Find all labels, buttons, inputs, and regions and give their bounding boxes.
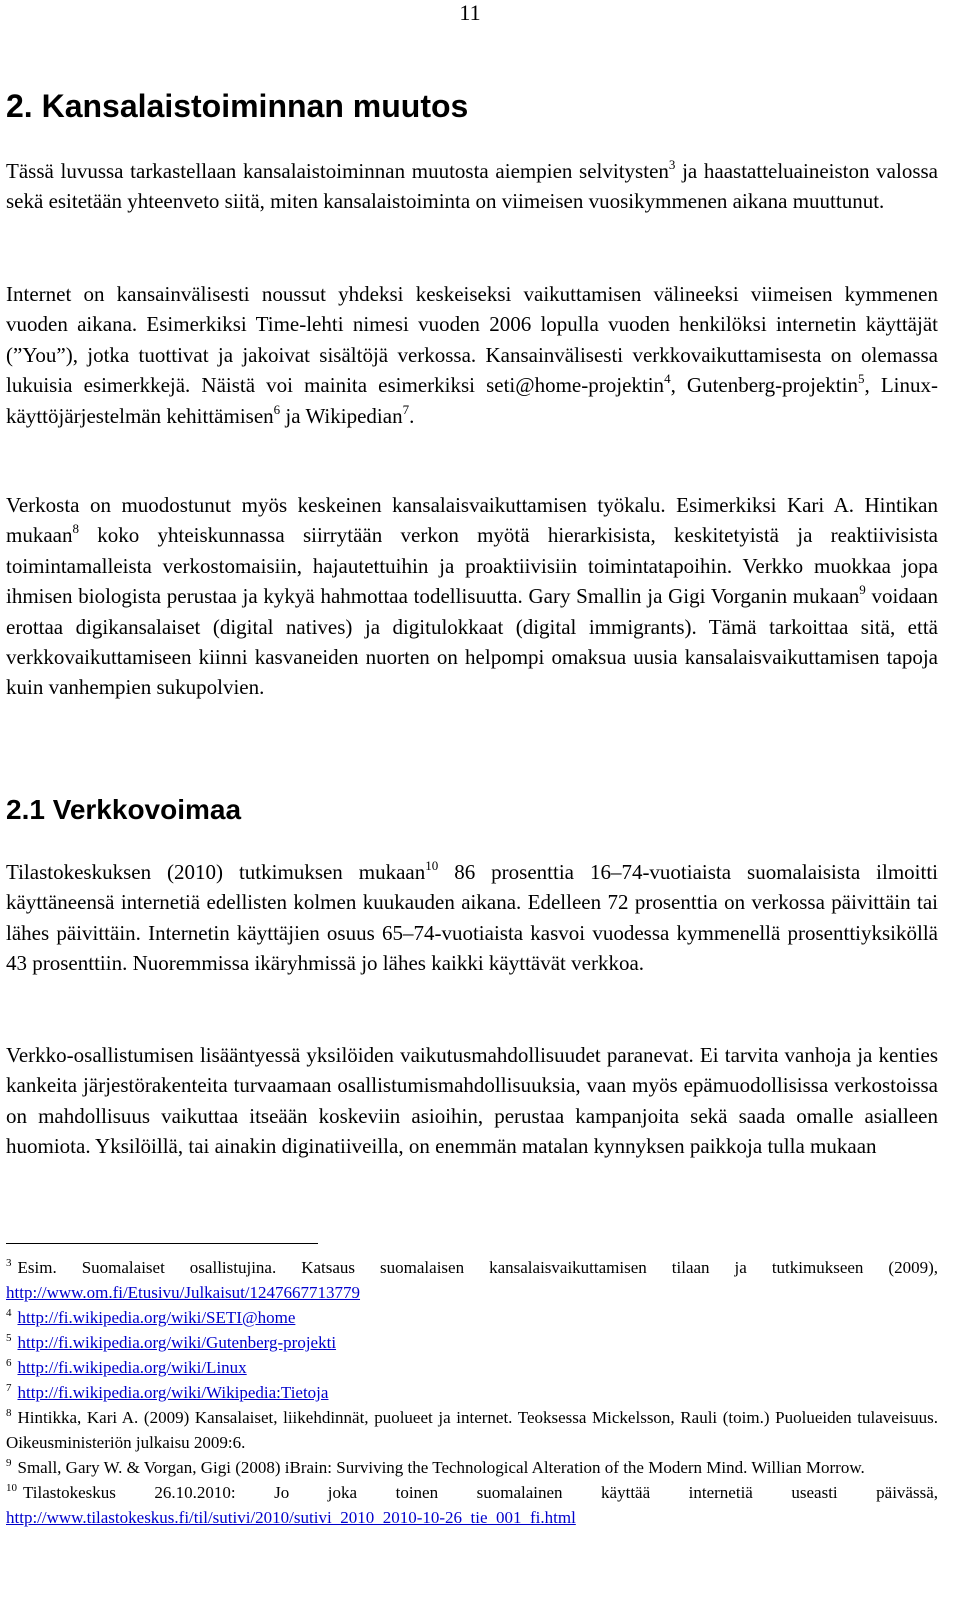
- paragraph-text: Tilastokeskuksen (2010) tutkimuksen mukaan: [6, 860, 426, 884]
- footnote-7: [6, 1380, 938, 1405]
- footnote-ref: 5: [857, 371, 865, 387]
- footnote-3: [6, 1255, 938, 1305]
- footnote-number: 8: [6, 1407, 12, 1419]
- paragraph-tool: [6, 490, 938, 703]
- footnote-link[interactable]: http://fi.wikipedia.org/wiki/Wikipedia:Tietoja: [17, 1383, 329, 1402]
- page-number: 11: [459, 0, 481, 25]
- paragraph-text: 86 prosenttia 16–74-vuotiaista suomalaisista ilmoitti käyttäneensä internetiä edellisten kolmen kuukauden aikana. Edelleen 72 prosenttia on verkossa päivittäin tai lähes päivittäin. Internetin käyttäjien osuus 65–74-vuotiaista kasvoi vuodessa kymmenellä prosenttiyksiköllä 43 prosenttiin. Nuoremmissa ikäryhmissä jo lähes kaikki käyttävät verkkoa.: [6, 860, 938, 976]
- chapter-heading: 2. Kansalaistoiminnan muutos: [6, 88, 469, 124]
- paragraph-text: , Gutenberg-projektin: [670, 373, 858, 398]
- footnote-ref: 4: [664, 371, 671, 387]
- section-heading: 2.1 Verkkovoimaa: [6, 794, 242, 825]
- footnote-number: 4: [6, 1307, 12, 1319]
- footnote-ref: 6: [273, 401, 281, 417]
- footnote-number: 10: [6, 1482, 17, 1494]
- footnote-ref: 7: [402, 401, 410, 417]
- footnote-number: 5: [6, 1332, 12, 1344]
- paragraph-text: ja haastatteluaineiston valossa sekä esitetään yhteenveto siitä, miten kansalaistoiminta on viimeisen vuosikymmenen aikana muuttunut.: [6, 159, 938, 214]
- paragraph-text: Verkosta on muodostunut myös keskeinen kansalaisvaikuttamisen työkalu. Esimerkiksi Kari A. Hintikan mukaan: [6, 493, 938, 548]
- paragraph-text: , Linux-käyttöjärjestelmän kehittämisen: [6, 373, 938, 428]
- paragraph-internet: [6, 279, 938, 431]
- footnote-ref: 10: [425, 858, 439, 873]
- footnote-8: [6, 1405, 938, 1455]
- footnote-number: 3: [6, 1257, 12, 1269]
- footnote-5: [6, 1330, 938, 1355]
- footnote-text: Tilastokeskus 26.10.2010: Jo joka toinen suomalainen käyttää internetiä useasti päivässä,: [23, 1483, 938, 1502]
- footnote-link[interactable]: http://fi.wikipedia.org/wiki/SETI@home: [17, 1308, 296, 1327]
- footnote-ref: 3: [668, 157, 676, 172]
- footnote-text: Hintikka, Kari A. (2009) Kansalaiset, liikehdinnät, puolueet ja internet. Teoksessa Mickelsson, Rauli (toim.) Puolueiden tulaveisuus. Oikeusministeriön julkaisu 2009:6.: [6, 1408, 938, 1452]
- footnote-link[interactable]: http://fi.wikipedia.org/wiki/Gutenberg-projekti: [17, 1333, 337, 1352]
- footnote-number: 7: [6, 1382, 12, 1394]
- footnote-ref: 8: [72, 521, 79, 537]
- paragraph-text: koko yhteiskunnassa siirrytään verkon myötä hierarkisista, keskitetyistä ja reaktiivisista toimintamalleista verkostomaisiin, hajautettuihin ja proaktiivisiin toimintatapoihin. Verkko muokkaa jopa ihmisen biologista perustaa ja kykyä hahmottaa todellisuutta. Gary Smallin ja Gigi Vorganin mukaan: [6, 523, 938, 609]
- footnote-4: [6, 1305, 938, 1330]
- paragraph-text: .: [409, 403, 415, 428]
- paragraph-text: Internet on kansainvälisesti noussut yhdeksi keskeiseksi vaikuttamisen välineeksi viimeisen kymmenen vuoden aikana. Esimerkiksi Time-lehti nimesi vuoden 2006 lopulla vuoden henkilöksi internetin käyttäjät (”You”), jotka tuottivat ja jakoivat sisältöjä verkossa. Kansainvälisesti verkkovaikuttamisesta on olemassa lukuisia esimerkkejä. Näistä voi mainita esimerkiksi seti@home-projektin: [6, 282, 938, 398]
- footnote-ref: 9: [859, 582, 866, 598]
- paragraph-intro: [6, 156, 938, 217]
- paragraph-participation: Verkko-osallistumisen lisääntyessä yksilöiden vaikutusmahdollisuudet paranevat. Ei tarvita vanhoja ja kenties kankeita järjestörakenteita turvaamaan osallistumismahdollisuuksia, vaan myös epämuodollisissa verkostoissa on mahdollisuus vaikuttaa itseään koskeviin asioihin, perustaa kampanjoita sekä saada omalle asialleen huomiota. Yksilöillä, tai ainakin diginatiiveilla, on enemmän matalan kynnyksen paikkoja tulla mukaan: [6, 1043, 938, 1159]
- paragraph-text: ja Wikipedian: [280, 403, 403, 428]
- footnote-10: [6, 1480, 938, 1530]
- footnote-link[interactable]: http://www.tilastokeskus.fi/til/sutivi/2010/sutivi_2010_2010-10-26_tie_001_fi.html: [6, 1508, 576, 1527]
- paragraph-statistics: [6, 857, 938, 979]
- footnotes: [6, 1255, 938, 1530]
- footnote-link[interactable]: http://www.om.fi/Etusivu/Julkaisut/1247667713779: [6, 1283, 361, 1302]
- footnote-number: 6: [6, 1357, 12, 1369]
- footnote-number: 9: [6, 1457, 12, 1469]
- footnote-separator: [6, 1243, 318, 1244]
- footnote-text: Esim. Suomalaiset osallistujina. Katsaus suomalaisen kansalaisvaikuttamisen tilaan ja tutkimukseen (2009),: [17, 1258, 938, 1277]
- paragraph-text: voidaan erottaa digikansalaiset (digital natives) ja digitulokkaat (digital immigrants). Tämä tarkoittaa sitä, että verkkovaikuttamiseen kiinni kasvaneiden nuorten on helpompi omaksua uusia kansalaisvaikuttamisen tapoja kuin vanhempien sukupolvien.: [6, 584, 938, 700]
- footnote-link[interactable]: http://fi.wikipedia.org/wiki/Linux: [17, 1358, 247, 1377]
- footnote-9: [6, 1455, 938, 1480]
- footnote-6: [6, 1355, 938, 1380]
- paragraph-text: Tässä luvussa tarkastellaan kansalaistoiminnan muutosta aiempien selvitysten: [6, 159, 669, 183]
- footnote-text: Small, Gary W. & Vorgan, Gigi (2008) iBrain: Surviving the Technological Alteration of the Modern Mind. Willian Morrow.: [17, 1458, 865, 1477]
